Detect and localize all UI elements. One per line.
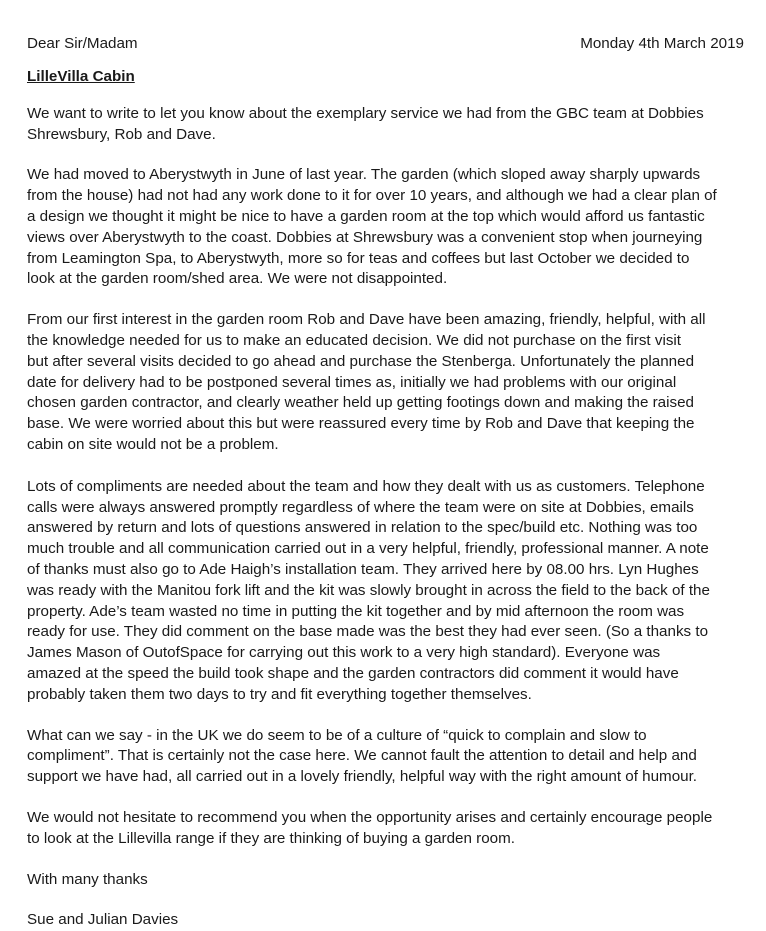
paragraph-line: to look at the Lillevilla range if they are thinking of buying a garden room.	[27, 829, 515, 847]
paragraph-line: was ready with the Manitou fork lift and the kit was slowly brought in across the field to the back of the	[27, 581, 710, 599]
paragraph-line: cabin on site would not be a problem.	[27, 435, 279, 453]
paragraph-recommend	[27, 808, 747, 850]
paragraph-service	[27, 104, 747, 146]
paragraph-line: support we have had, all carried out in a lovely friendly, helpful way with the right amount of humour.	[27, 768, 698, 786]
paragraph-line: amazed at the speed the build took shape and the garden contractors did comment it would have	[27, 664, 679, 682]
paragraph-line: answered by return and lots of questions answered in relation to the spec/build etc. Nothing was too	[27, 519, 698, 537]
signature: Sue and Julian Davies	[27, 911, 179, 929]
paragraph-line: compliment”. That is certainly not the case here. We cannot fault the attention to detail and help and	[27, 747, 697, 765]
paragraph-line: We had moved to Aberystwyth in June of last year. The garden (which sloped away sharply upwards	[27, 166, 701, 184]
paragraph-line: views over Aberystwyth to the coast. Dobbies at Shrewsbury was a convenient stop when journeying	[27, 228, 703, 246]
paragraph-compliments	[27, 477, 747, 706]
paragraph-line: chosen garden contractor, and clearly weather held up getting footings down and making the raised	[27, 394, 694, 412]
paragraph-line: ready for use. They did comment on the base made was the best they had ever seen. (So a thanks to	[27, 623, 709, 641]
paragraph-line: probably taken them two days to try and fit everything together themselves.	[27, 685, 532, 703]
paragraph-line: We would not hesitate to recommend you when the opportunity arises and certainly encourage people	[27, 808, 713, 826]
paragraph-line: We want to write to let you know about the exemplary service we had from the GBC team at Dobbies	[27, 104, 704, 122]
letter	[27, 34, 747, 931]
paragraph-line: Lots of compliments are needed about the team and how they dealt with us as customers. Telephone	[27, 477, 705, 495]
paragraph-line: a design we thought it might be nice to have a garden room at the top which would afford us fantastic	[27, 207, 705, 225]
paragraph-line: the knowledge needed for us to make an educated decision. We did not purchase on the first visit	[27, 331, 682, 349]
paragraph-line: Shrewsbury, Rob and Dave.	[27, 125, 216, 143]
paragraph-line: from the house) had not had any work done to it for over 10 years, and although we had a clear plan of	[27, 187, 717, 205]
paragraph-line: date for delivery had to be postponed several times as, initially we had problems with our original	[27, 373, 677, 391]
paragraph-line: look at the garden room/shed area. We were not disappointed.	[27, 270, 448, 288]
paragraph-culture	[27, 726, 747, 788]
paragraph-line: property. Ade’s team wasted no time in putting the kit together and by mid afternoon the room was	[27, 602, 685, 620]
letter-header	[27, 34, 747, 55]
paragraph-line: James Mason of OutofSpace for carrying out this work to a very high standard). Everyone was	[27, 644, 661, 662]
closing-line: With many thanks	[27, 870, 148, 888]
paragraph-line: but after several visits decided to go ahead and purchase the Stenberga. Unfortunately the planned	[27, 352, 695, 370]
paragraph-line: What can we say - in the UK we do seem to be of a culture of “quick to complain and slow to	[27, 726, 647, 744]
subject-heading: LilleVilla Cabin	[27, 68, 135, 85]
paragraph-line: much trouble and all communication carried out in a very helpful, friendly, professional manner. A note	[27, 540, 709, 558]
paragraph-line: From our first interest in the garden room Rob and Dave have been amazing, friendly, helpful, with all	[27, 311, 706, 329]
paragraph-line: base. We were worried about this but were reassured every time by Rob and Dave that keeping the	[27, 415, 695, 433]
paragraph-purchase	[27, 310, 747, 456]
paragraph-line: calls were always answered promptly regardless of where the team were on site at Dobbies, emails	[27, 498, 694, 516]
paragraph-line: from Leamington Spa, to Aberystwyth, more so for teas and coffees but last October we decided to	[27, 249, 690, 267]
paragraph-background	[27, 165, 747, 290]
salutation: Dear Sir/Madam	[27, 35, 138, 52]
letter-date: Monday 4th March 2019	[580, 35, 744, 52]
paragraph-line: of thanks must also go to Ade Haigh’s installation team. They arrived here by 08.00 hrs. Lyn Hughes	[27, 560, 699, 578]
